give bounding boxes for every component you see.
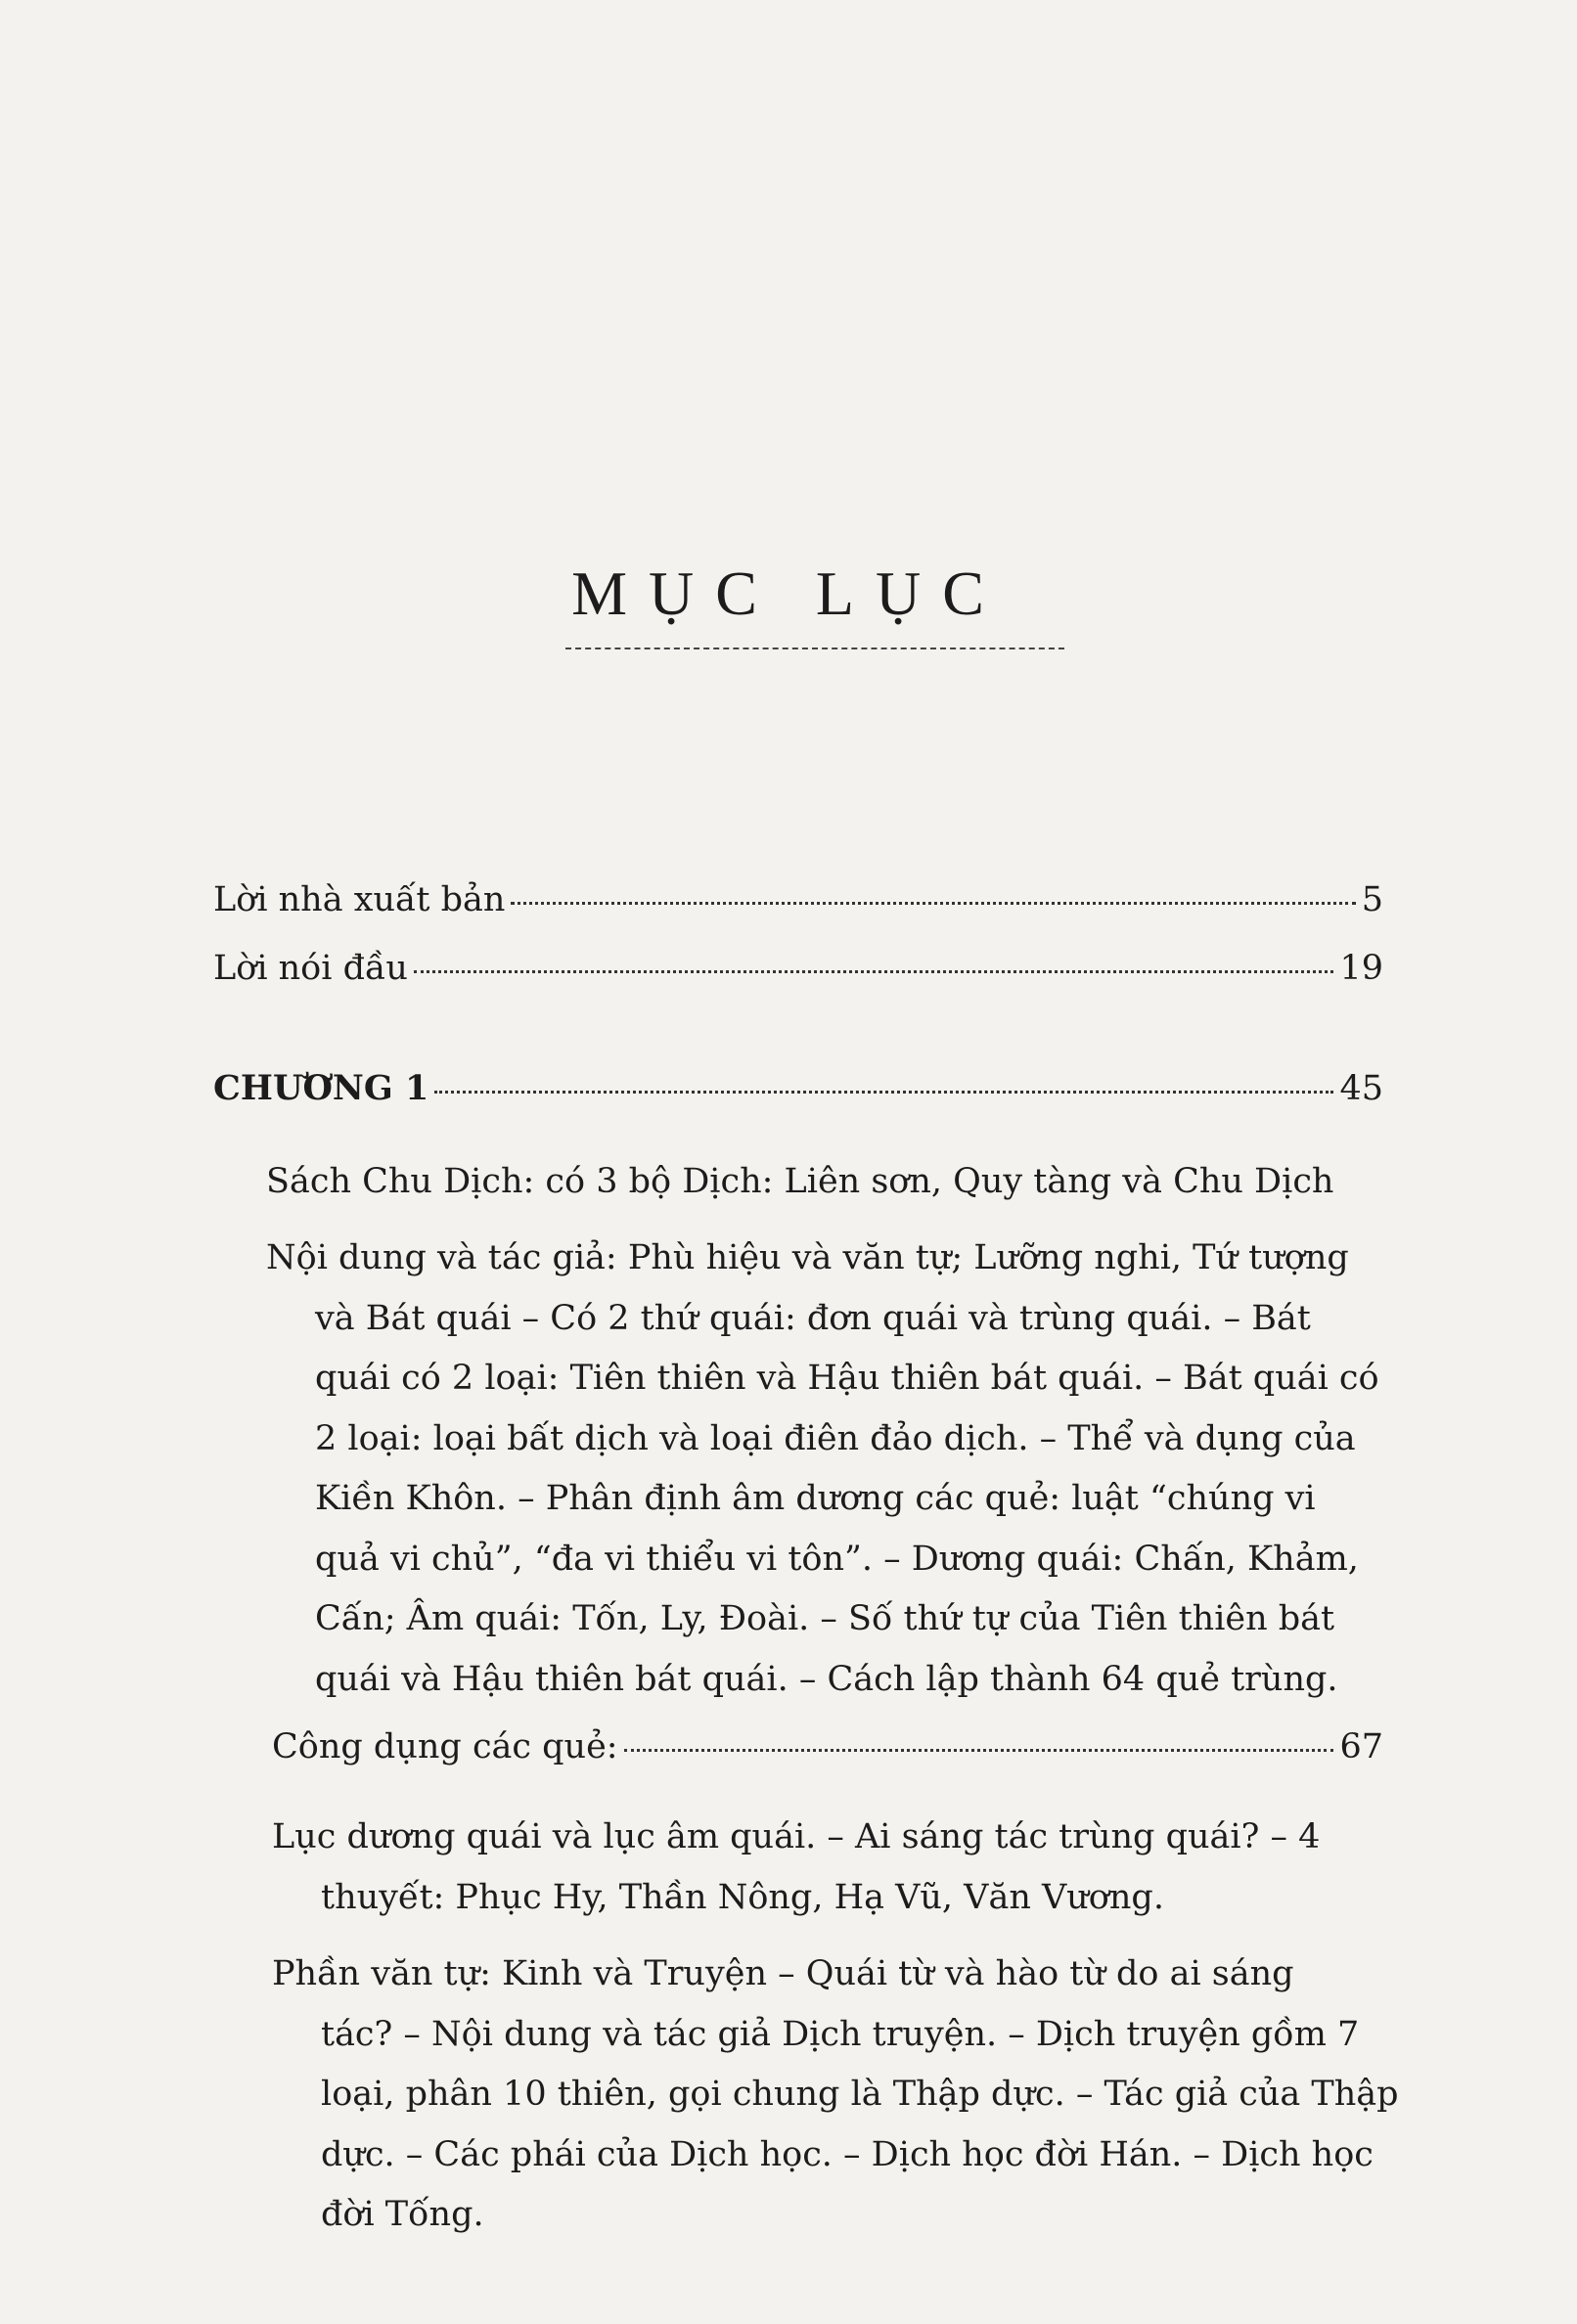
toc-page-number: 67 [1339, 1727, 1383, 1766]
section-line: Sách Chu Dịch: có 3 bộ Dịch: Liên sơn, Quy tàng và Chu Dịch [266, 1162, 1334, 1201]
toc-entry-preface [213, 949, 1383, 998]
toc-section-2 [266, 1229, 1401, 1710]
toc-section-4 [272, 1808, 1407, 1928]
section-line: Cấn; Âm quái: Tốn, Ly, Đoài. – Số thứ tự của Tiên thiên bát [315, 1599, 1335, 1638]
page-title: MỤC LỤC [571, 559, 1006, 628]
chapter-label: CHƯƠNG 1 [213, 1068, 429, 1108]
toc-entry-hexagram-uses [272, 1727, 1383, 1776]
section-line: đời Tống. [321, 2195, 484, 2234]
section-line: tác? – Nội dung và tác giả Dịch truyện. – Dịch truyện gồm 7 [321, 2014, 1360, 2054]
section-line: và Bát quái – Có 2 thứ quái: đơn quái và trùng quái. – Bát [315, 1298, 1311, 1338]
dot-leader [414, 970, 1333, 973]
section-line: quái và Hậu thiên bát quái. – Cách lập thành 64 quẻ trùng. [315, 1659, 1338, 1699]
section-line: loại, phân 10 thiên, gọi chung là Thập dực. – Tác giả của Thập [321, 2075, 1399, 2114]
toc-section-5 [272, 1944, 1407, 2246]
toc-entry-label: Công dụng các quẻ: [272, 1727, 618, 1766]
section-line: quái có 2 loại: Tiên thiên và Hậu thiên bát quái. – Bát quái có [315, 1359, 1379, 1398]
section-line: 2 loại: loại bất dịch và loại điên đảo dịch. – Thể và dụng của [315, 1418, 1356, 1458]
dot-leader [511, 902, 1355, 905]
title-underline [565, 648, 1064, 649]
toc-entry-label: Lời nói đầu [213, 949, 408, 988]
toc-section-1 [266, 1152, 1401, 1213]
toc-page-number: 19 [1339, 949, 1383, 988]
section-line: thuyết: Phục Hy, Thần Nông, Hạ Vũ, Văn Vương. [321, 1877, 1164, 1917]
section-line: Lục dương quái và lục âm quái. – Ai sáng tác trùng quái? – 4 [272, 1817, 1321, 1856]
dot-leader [434, 1091, 1333, 1094]
toc-entry-chapter-1 [213, 1068, 1383, 1117]
toc-page-number: 45 [1339, 1069, 1383, 1108]
toc-page-number: 5 [1361, 880, 1383, 919]
section-line: dực. – Các phái của Dịch học. – Dịch học đời Hán. – Dịch học [321, 2134, 1374, 2174]
section-line: quả vi chủ”, “đa vi thiểu vi tôn”. – Dương quái: Chấn, Khảm, [315, 1539, 1359, 1579]
toc-entry-label: Lời nhà xuất bản [213, 880, 506, 919]
dot-leader [624, 1749, 1334, 1752]
toc-entry-publisher-note [213, 880, 1383, 929]
section-line: Kiền Khôn. – Phân định âm dương các quẻ: luật “chúng vi [315, 1479, 1316, 1518]
section-line: Phần văn tự: Kinh và Truyện – Quái từ và hào từ do ai sáng [272, 1954, 1294, 1993]
section-line: Nội dung và tác giả: Phù hiệu và văn tự; Lưỡng nghi, Tứ tượng [266, 1238, 1349, 1277]
